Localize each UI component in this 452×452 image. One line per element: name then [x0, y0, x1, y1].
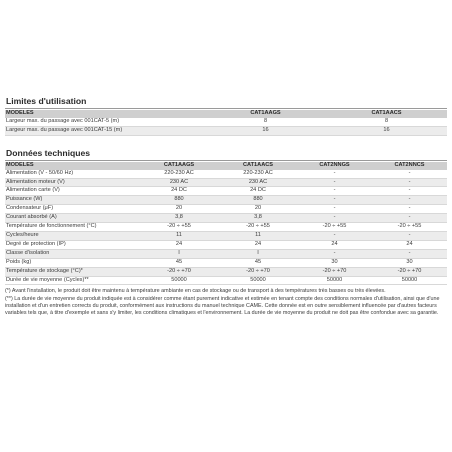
tech-row [5, 214, 447, 223]
tech-row-label: Puissance (W) [5, 196, 139, 205]
tech-row-label: Durée de vie moyenne (Cycles)** [5, 276, 139, 285]
tech-row [5, 249, 447, 258]
tech-cell: - [297, 231, 372, 240]
footnote-storage: (*) Avant l'installation, le produit doit être maintenu à température ambiante en cas de stockage ou de transport à des températures très basses ou très élevées. [5, 288, 386, 295]
tech-cell: 230 AC [139, 178, 219, 187]
tech-cell: 24 DC [219, 187, 297, 196]
tech-header-cat1aacs: CAT1AACS [219, 162, 297, 170]
limits-cell: 8 [205, 118, 326, 126]
spec-sheet [5, 96, 447, 318]
tech-row [5, 267, 447, 276]
limits-row [5, 118, 447, 126]
tech-cell: 24 [139, 240, 219, 249]
tech-cell: - [297, 170, 372, 178]
tech-cell: - [372, 178, 447, 187]
tech-cell: 24 DC [139, 187, 219, 196]
limits-table [5, 110, 447, 136]
tech-cell: - [372, 187, 447, 196]
tech-cell: 24 [372, 240, 447, 249]
tech-cell: 11 [139, 231, 219, 240]
tech-cell: 230 AC [219, 178, 297, 187]
tech-row-label: Cycles/heure [5, 231, 139, 240]
tech-row-label: Degré de protection (IP) [5, 240, 139, 249]
tech-cell: 30 [297, 258, 372, 267]
tech-cell: I [219, 249, 297, 258]
tech-cell: - [372, 214, 447, 223]
tech-header-row [5, 162, 447, 170]
limits-row-label: Largeur max. du passage avec 001CAT-5 (m) [5, 118, 205, 126]
tech-row [5, 205, 447, 214]
footnotes [5, 288, 447, 317]
tech-cell: 880 [139, 196, 219, 205]
tech-cell: - [297, 214, 372, 223]
tech-cell: -20 ÷ +55 [297, 223, 372, 232]
tech-body [5, 170, 447, 285]
limits-cell: 16 [205, 126, 326, 135]
tech-cell: 24 [219, 240, 297, 249]
limits-row [5, 126, 447, 135]
tech-cell: 880 [219, 196, 297, 205]
tech-cell: 30 [372, 258, 447, 267]
tech-header-cat2nncs: CAT2NNCS [372, 162, 447, 170]
tech-cell: -20 ÷ +55 [219, 223, 297, 232]
tech-cell: -20 ÷ +70 [297, 267, 372, 276]
limits-cell: 16 [326, 126, 447, 135]
tech-cell: I [139, 249, 219, 258]
tech-title-rule [5, 160, 447, 161]
tech-cell: 50000 [219, 276, 297, 285]
tech-row [5, 231, 447, 240]
tech-cell: 20 [219, 205, 297, 214]
limits-header-cat1aags: CAT1AAGS [205, 110, 326, 118]
tech-cell: 3,8 [139, 214, 219, 223]
tech-row-label: Classe d'isolation [5, 249, 139, 258]
tech-header-cat2nngs: CAT2NNGS [297, 162, 372, 170]
tech-cell: - [372, 205, 447, 214]
limits-row-label: Largeur max. du passage avec 001CAT-15 (m) [5, 126, 205, 135]
tech-cell: - [372, 196, 447, 205]
limits-title-rule [5, 108, 447, 109]
tech-row-label: Courant absorbé (A) [5, 214, 139, 223]
tech-cell: -20 ÷ +70 [372, 267, 447, 276]
tech-cell: -20 ÷ +70 [139, 267, 219, 276]
tech-row [5, 276, 447, 285]
tech-cell: - [372, 231, 447, 240]
tech-row [5, 170, 447, 178]
tech-cell: 24 [297, 240, 372, 249]
tech-cell: - [372, 249, 447, 258]
tech-cell: 45 [219, 258, 297, 267]
tech-cell: 220-230 AC [139, 170, 219, 178]
tech-row [5, 240, 447, 249]
tech-header-models: MODÈLES [5, 162, 139, 170]
tech-cell: - [297, 196, 372, 205]
tech-cell: -20 ÷ +55 [372, 223, 447, 232]
limits-header-cat1aacs: CAT1AACS [326, 110, 447, 118]
tech-section [5, 148, 447, 286]
tech-row [5, 187, 447, 196]
tech-cell: - [297, 187, 372, 196]
limits-header-models: MODÈLES [5, 110, 205, 118]
tech-header-cat1aags: CAT1AAGS [139, 162, 219, 170]
tech-row [5, 258, 447, 267]
tech-row-label: Alimentation moteur (V) [5, 178, 139, 187]
footnote-lifetime: (**) La durée de vie moyenne du produit indiquée est à considérer comme étant purement indicative et estimée en tenant compte des conditions normales d'utilisation, ainsi que d'une installation et d'un entretien corrects du produit, conformément aux instructions du manuel technique CAME. Cette donnée est en outre sensiblement influencée par d'autres facteurs variables tels que, à titre d'exemple et sans s'y limiter, les conditions climatiques et l'environnement. La durée de vie moyenne du produit ne doit pas être confondue avec sa garantie. [5, 295, 440, 317]
limits-body [5, 118, 447, 135]
tech-cell: 220-230 AC [219, 170, 297, 178]
tech-cell: -20 ÷ +70 [219, 267, 297, 276]
tech-cell: - [297, 178, 372, 187]
tech-row [5, 196, 447, 205]
limits-title: Limites d'utilisation [6, 96, 87, 106]
tech-cell: -20 ÷ +55 [139, 223, 219, 232]
tech-row-label: Température de fonctionnement (°C) [5, 223, 139, 232]
limits-section [5, 96, 447, 136]
tech-row-label: Poids (kg) [5, 258, 139, 267]
tech-title: Données techniques [6, 147, 91, 158]
tech-row-label: Condensateur (μF) [5, 205, 139, 214]
tech-cell: 3,8 [219, 214, 297, 223]
tech-cell: 50000 [297, 276, 372, 285]
limits-cell: 8 [326, 118, 447, 126]
tech-cell: - [297, 249, 372, 258]
tech-table [5, 162, 447, 286]
tech-row [5, 178, 447, 187]
tech-row [5, 223, 447, 232]
tech-cell: 11 [219, 231, 297, 240]
limits-header-row [5, 110, 447, 118]
tech-cell: 50000 [372, 276, 447, 285]
tech-row-label: Température de stockage (°C)* [5, 267, 139, 276]
tech-cell: 20 [139, 205, 219, 214]
tech-cell: - [372, 170, 447, 178]
tech-row-label: Alimentation carte (V) [5, 187, 139, 196]
tech-row-label: Alimentation (V - 50/60 Hz) [5, 170, 139, 178]
tech-cell: 50000 [139, 276, 219, 285]
tech-cell: - [297, 205, 372, 214]
tech-cell: 45 [139, 258, 219, 267]
